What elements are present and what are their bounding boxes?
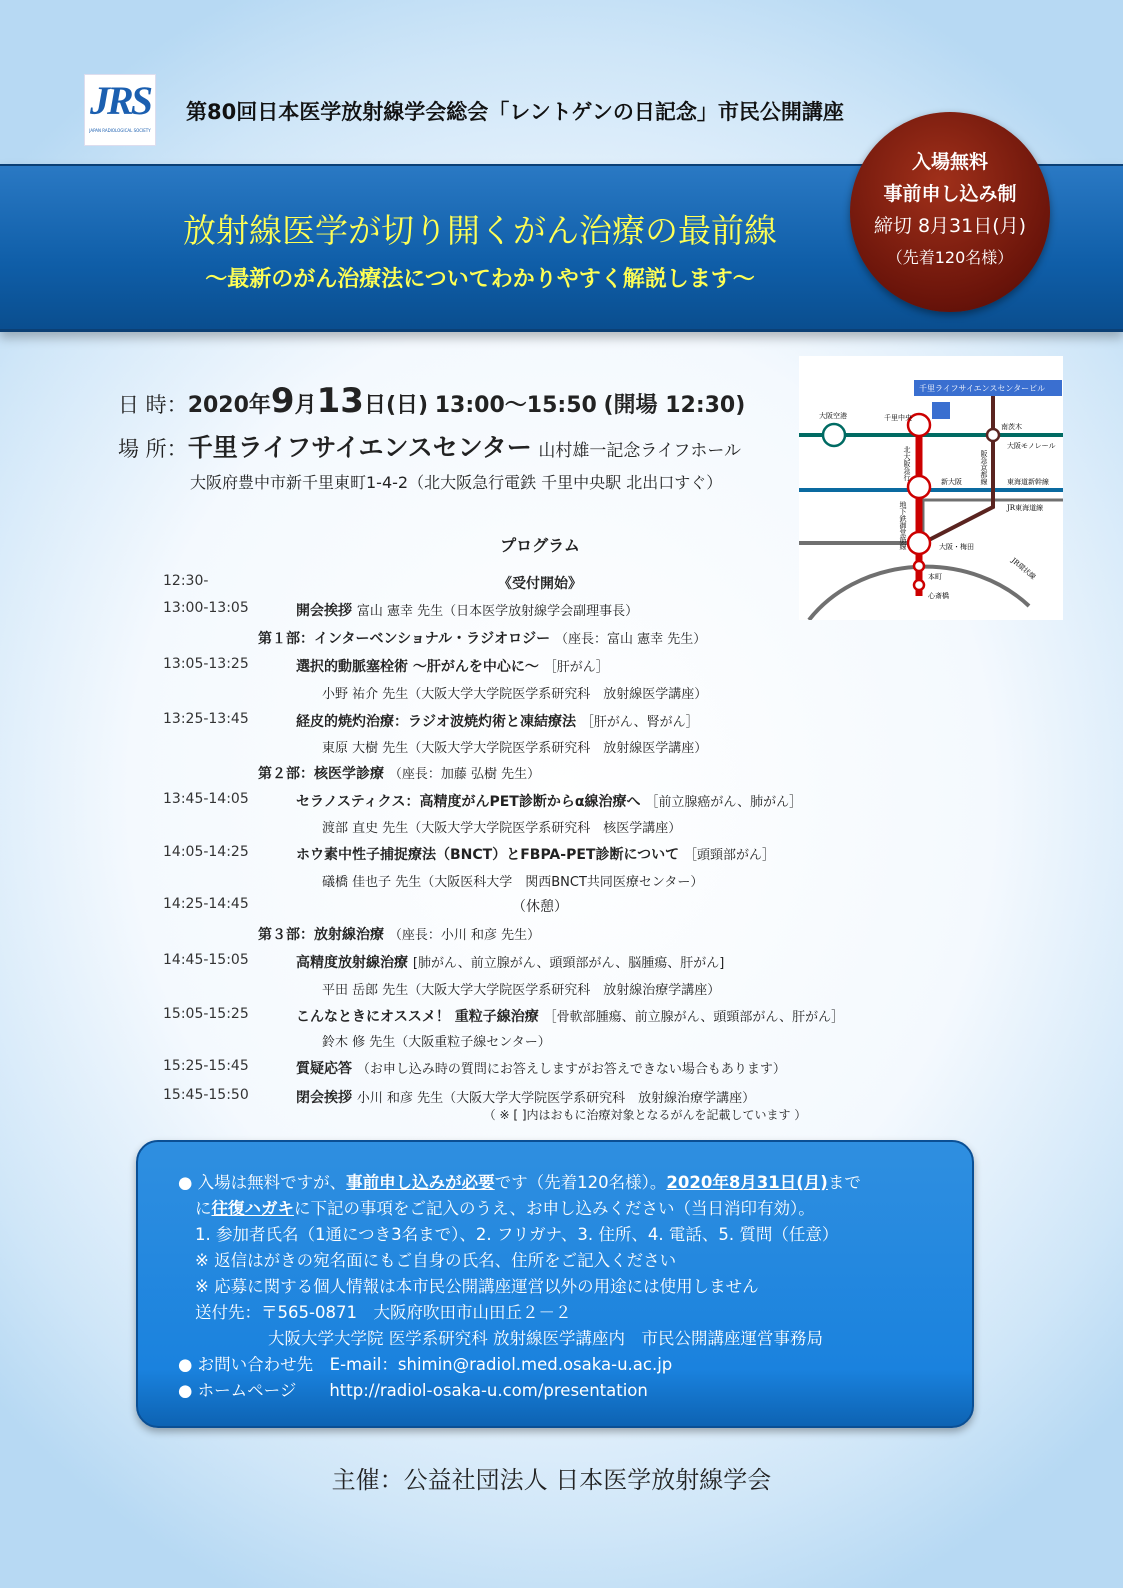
info-line: に往復ハガキに下記の事項をご記入のうえ、お申し込みください（当日消印有効）。 bbox=[195, 1199, 815, 1218]
program-title: ホウ素中性子捕捉療法（BNCT）とFBPA-PET診断について ［頭頸部がん］ bbox=[296, 847, 776, 863]
program-title: 小野 祐介 先生（大阪大学大学院医学系研究科 放射線医学講座） bbox=[322, 687, 708, 702]
program-detail: 富山 憲幸 先生（日本医学放射線学会副理事長） bbox=[356, 604, 639, 619]
map-label: 心斎橋 bbox=[928, 592, 949, 600]
map-label: 本町 bbox=[928, 573, 942, 581]
badge-registration: 事前申し込み制 bbox=[883, 183, 1017, 205]
program-title: 平田 岳郎 先生（大阪大学大学院医学系研究科 放射線治療学講座） bbox=[322, 983, 721, 998]
info-line: ※ 応募に関する個人情報は本市民公開講座運営以外の用途には使用しません bbox=[195, 1277, 759, 1296]
program-title: 《受付開始》 bbox=[498, 576, 582, 592]
admission-badge bbox=[850, 112, 1050, 312]
venue-address: 大阪府豊中市新千里東町1-4-2（北大阪急行電鉄 千里中央駅 北出口すぐ） bbox=[190, 473, 723, 492]
map-label: 新大阪 bbox=[941, 478, 962, 486]
program-time: 15:05-15:25 bbox=[163, 1006, 249, 1022]
year: 2020年 bbox=[187, 393, 271, 418]
map-label: 大阪モノレール bbox=[1007, 442, 1056, 450]
program-title: こんなときにオススメ！ 重粒子線治療 ［骨軟部腫瘍、前立腺がん、頭頸部がん、肝がん］ bbox=[296, 1009, 845, 1025]
program-title: 渡部 直史 先生（大阪大学大学院医学系研究科 核医学講座） bbox=[322, 821, 682, 836]
program-time: 13:00-13:05 bbox=[163, 600, 249, 616]
place-label: 場 所： bbox=[118, 437, 188, 461]
sub-title: ～最新のがん治療法についてわかりやすく解説します～ bbox=[205, 267, 755, 292]
map-label: 地下鉄御堂筋線 bbox=[899, 501, 907, 550]
program-time: 13:25-13:45 bbox=[163, 711, 249, 727]
program-time: 13:45-14:05 bbox=[163, 791, 249, 807]
contact-line: ● お問い合わせ先 E-mail：shimin@radiol.med.osaka-u.ac.jp bbox=[178, 1355, 673, 1374]
open-time: (開場 12:30) bbox=[603, 393, 746, 418]
program-detail: ［骨軟部腫瘍、前立腺がん、頭頸部がん、肝がん］ bbox=[543, 1010, 845, 1025]
program-title: 第１部：インターベンショナル・ラジオロジー （座長：富山 憲幸 先生） bbox=[258, 631, 707, 647]
program-title: セラノスティクス：高精度がんPET診断からα線治療へ ［前立腺癌がん、肺がん］ bbox=[296, 794, 803, 810]
map-label: 東海道新幹線 bbox=[1007, 478, 1049, 486]
program-time: 14:45-15:05 bbox=[163, 952, 249, 968]
program-detail: 小川 和彦 先生（大阪大学大学院医学系研究科 放射線治療学講座） bbox=[356, 1091, 756, 1106]
jrs-logo: JRS JAPAN RADIOLOGICAL SOCIETY bbox=[84, 74, 156, 146]
program-heading: プログラム bbox=[500, 536, 580, 555]
info-line: 1. 参加者氏名（1通につき3名まで）、2. フリガナ、3. 住所、4. 電話、5. 質問（任意） bbox=[195, 1225, 839, 1244]
building-marker bbox=[932, 402, 950, 419]
program-detail: ［肝がん、腎がん］ bbox=[580, 715, 699, 730]
program-time: 13:05-13:25 bbox=[163, 656, 249, 672]
program-note: （ ※ [ ]内はおもに治療対象となるがんを記載しています ） bbox=[483, 1108, 807, 1122]
email-link[interactable]: shimin@radiol.med.osaka-u.ac.jp bbox=[397, 1355, 673, 1374]
program-title: 第３部：放射線治療 （座長：小川 和彦 先生） bbox=[258, 927, 541, 943]
map-label: 南茨木 bbox=[1001, 423, 1022, 431]
month-unit: 月 bbox=[294, 393, 317, 418]
map-label: JR環状線 bbox=[1009, 556, 1038, 582]
organizer: 主催：公益社団法人 日本医学放射線学会 bbox=[331, 1466, 772, 1494]
info-line: 送付先：〒565-0871 大阪府吹田市山田丘２－２ bbox=[195, 1303, 572, 1322]
program-title: 質疑応答 （お申し込み時の質問にお答えしますがお答えできない場合もあります） bbox=[296, 1061, 786, 1077]
month: 9 bbox=[270, 381, 295, 421]
program-detail: ［肝がん］ bbox=[543, 660, 609, 675]
hall: 山村雄一記念ライフホール bbox=[538, 441, 742, 461]
homepage-link[interactable]: http://radiol-osaka-u.com/presentation bbox=[329, 1381, 648, 1400]
map-label: 北大阪急行 bbox=[903, 446, 911, 481]
program-title: 経皮的焼灼治療：ラジオ波焼灼術と凍結療法 ［肝がん、腎がん］ bbox=[296, 714, 699, 730]
program-detail: （座長：富山 憲幸 先生） bbox=[554, 632, 707, 647]
program-title: 第２部：核医学診療 （座長：加藤 弘樹 先生） bbox=[258, 766, 541, 782]
badge-deadline: 締切 8月31日(月) bbox=[873, 215, 1027, 237]
map-label: JR東海道線 bbox=[1007, 504, 1044, 512]
info-line: ● 入場は無料ですが、事前申し込みが必要です（先着120名様）。2020年8月31日(月)まで bbox=[178, 1173, 861, 1192]
badge-free: 入場無料 bbox=[911, 151, 988, 173]
program-time: 15:25-15:45 bbox=[163, 1058, 249, 1074]
program-time: 15:45-15:50 bbox=[163, 1087, 249, 1103]
program-title: 開会挨拶 富山 憲幸 先生（日本医学放射線学会副理事長） bbox=[296, 603, 639, 619]
time-range: 13:00～15:50 bbox=[434, 393, 597, 418]
program-time: 14:05-14:25 bbox=[163, 844, 249, 860]
map-label: 大阪・梅田 bbox=[939, 543, 974, 551]
map-label: 千里中央 bbox=[884, 414, 912, 422]
map-label: 大阪空港 bbox=[819, 412, 847, 420]
program-detail: （お申し込み時の質問にお答えしますがお答えできない場合もあります） bbox=[356, 1062, 786, 1077]
program-title: 鈴木 修 先生（大阪重粒子線センター） bbox=[322, 1035, 551, 1050]
program-time: 14:25-14:45 bbox=[163, 896, 249, 912]
program-title: 閉会挨拶 小川 和彦 先生（大阪大学大学院医学系研究科 放射線治療学講座） bbox=[296, 1090, 756, 1106]
map-label: 阪急京都線 bbox=[980, 450, 988, 485]
event-place bbox=[118, 428, 741, 464]
program-title: 東原 大樹 先生（大阪大学大学院医学系研究科 放射線医学講座） bbox=[322, 741, 708, 756]
registration-info-box bbox=[136, 1140, 974, 1428]
info-line: 大阪大学大学院 医学系研究科 放射線医学講座内 市民公開講座運営事務局 bbox=[268, 1329, 823, 1348]
badge-capacity: （先着120名様） bbox=[886, 248, 1014, 267]
program-detail: （座長：加藤 弘樹 先生） bbox=[388, 767, 541, 782]
program-time: 12:30- bbox=[163, 573, 209, 589]
program-detail: [肺がん、前立腺がん、頭頸部がん、脳腫瘍、肝がん] bbox=[412, 956, 725, 971]
program-title: 選択的動脈塞栓術 ～肝がんを中心に～ ［肝がん］ bbox=[296, 659, 609, 675]
program-title: 礒橋 佳也子 先生（大阪医科大学 関西BNCT共同医療センター） bbox=[322, 875, 704, 890]
venue: 千里ライフサイエンスセンター bbox=[187, 433, 532, 462]
event-header-title: 第80回日本医学放射線学会総会「レントゲンの日記念」市民公開講座 bbox=[186, 100, 844, 124]
map-building-label: 千里ライフサイエンスセンタービル bbox=[919, 384, 1046, 393]
program-detail: ［頭頸部がん］ bbox=[684, 848, 776, 863]
program-detail: （座長：小川 和彦 先生） bbox=[388, 928, 541, 943]
day-suffix: 日(日) bbox=[363, 393, 429, 418]
datetime-label: 日 時： bbox=[118, 393, 188, 417]
event-datetime bbox=[118, 381, 745, 421]
day: 13 bbox=[316, 381, 364, 421]
program-title: （休憩） bbox=[512, 899, 568, 915]
homepage-line: ● ホームページ http://radiol-osaka-u.com/presentation bbox=[178, 1381, 648, 1400]
main-title: 放射線医学が切り開くがん治療の最前線 bbox=[183, 211, 777, 250]
program-title: 高精度放射線治療 [肺がん、前立腺がん、頭頸部がん、脳腫瘍、肝がん] bbox=[296, 955, 725, 971]
program-detail: ［前立腺癌がん、肺がん］ bbox=[645, 795, 803, 810]
info-line: ※ 返信はがきの宛名面にもご自身の氏名、住所をご記入ください bbox=[195, 1251, 677, 1270]
